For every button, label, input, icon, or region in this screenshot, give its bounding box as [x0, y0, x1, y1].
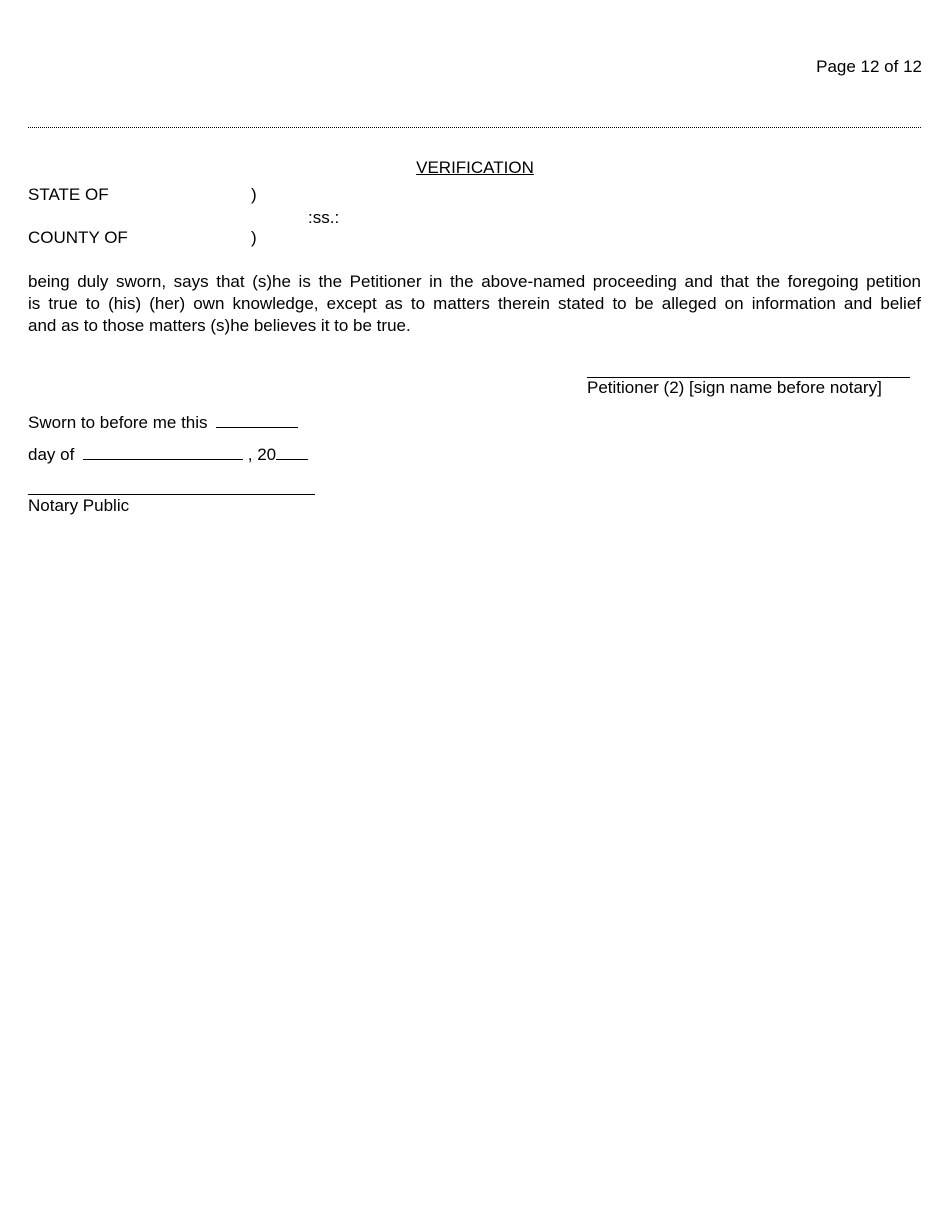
paragraph-line: and as to those matters (s)he believes it to be true.: [28, 316, 411, 335]
document-title: VERIFICATION: [416, 158, 534, 177]
petitioner-signature-label: Petitioner (2) [sign name before notary]: [587, 378, 882, 397]
sworn-row: [28, 410, 298, 433]
year-blank[interactable]: [276, 442, 308, 460]
paragraph-line: being duly sworn, says that (s)he is the Petitioner in the above-named proceeding and that the foregoing petition: [28, 272, 921, 291]
day-of-label: day of: [28, 445, 75, 464]
verification-paragraph: [28, 271, 921, 337]
dotted-divider: [28, 127, 921, 128]
county-paren: ): [251, 228, 257, 247]
sworn-label: Sworn to before me this: [28, 413, 208, 432]
ss-marker: :ss.:: [308, 208, 340, 227]
notary-signature-line[interactable]: [28, 494, 315, 495]
state-of-label: STATE OF: [28, 185, 109, 204]
notary-public-label: Notary Public: [28, 496, 130, 515]
paragraph-line: is true to (his) (her) own knowledge, except as to matters therein stated to be alleged on information and belief: [28, 294, 921, 313]
day-of-row: [28, 442, 308, 465]
state-paren: ): [251, 185, 257, 204]
year-prefix: , 20: [247, 445, 277, 464]
county-of-label: COUNTY OF: [28, 228, 128, 247]
sworn-day-blank[interactable]: [216, 410, 298, 428]
page-number: Page 12 of 12: [816, 57, 922, 76]
month-blank[interactable]: [83, 442, 243, 460]
